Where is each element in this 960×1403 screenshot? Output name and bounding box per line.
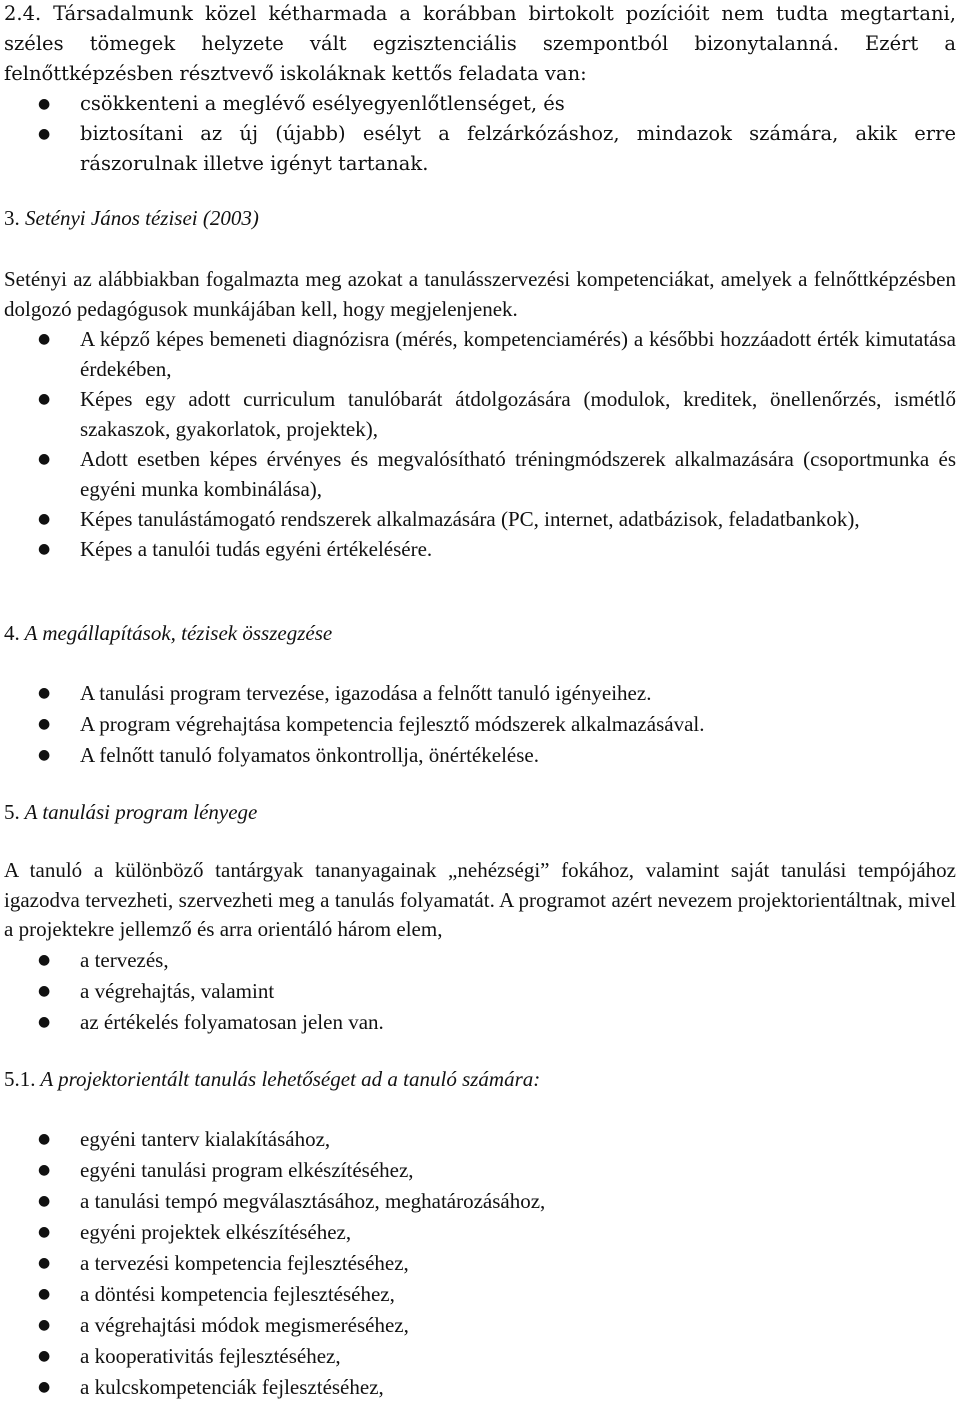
bullet-icon: ● xyxy=(38,1224,51,1240)
section-4 xyxy=(4,618,956,771)
bullet-icon: ● xyxy=(38,1131,51,1147)
list-item: ● Képes a tanulói tudás egyéni értékelésére. xyxy=(4,534,956,564)
bullet-icon: ● xyxy=(38,541,51,557)
section-5-1 xyxy=(4,1064,956,1403)
list-item: ● Adott esetben képes érvényes és megvalósítható tréningmódszerek alkalmazására (csoportmunka és egyéni munka kombinálása), xyxy=(4,444,956,504)
section-5-intro: A tanuló a különböző tantárgyak tananyagainak „nehézségi” fokához, valamint saját tanulási tempójához igazodva tervezheti, szervezheti meg a tanulás folyamatát. A programot azért nevezem projektorientáltnak, mivel a projektekre jellemző és arra orientáló három elem, xyxy=(4,858,956,941)
list-item: ● a kulcskompetenciák fejlesztéséhez, xyxy=(4,1372,956,1403)
list-item: ● egyéni tanterv kialakításához, xyxy=(4,1124,956,1155)
list-item: ● a tervezési kompetencia fejlesztéséhez, xyxy=(4,1248,956,1279)
list-item: ● a végrehajtási módok megismeréséhez, xyxy=(4,1310,956,1341)
document-page xyxy=(4,0,956,1399)
section-3-intro: Setényi az alábbiakban fogalmazta meg azokat a tanulásszervezési kompetenciákat, amelyek a felnőttképzésben dolgozó pedagógusok munkájában kell, hogy megjelenjenek. xyxy=(4,267,956,321)
section-2-4-paragraph: 2.4. Társadalmunk közel kétharmada a korábban birtokolt pozícióit nem tudta megtartani, széles tömegek helyzete vált egzisztenciális szempontból bizonytalanná. Ezért a felnőttképzésben résztvevő iskoláknak kettős feladata van: xyxy=(4,2,956,85)
list-item: ● Képes egy adott curriculum tanulóbarát átdolgozására (modulok, kreditek, önellenőrzés, ismétlő szakaszok, gyakorlatok, projektek), xyxy=(4,384,956,444)
bullet-icon: ● xyxy=(38,126,51,142)
section-5-1-heading: 5.1. A projektorientált tanulás lehetőséget ad a tanuló számára: xyxy=(4,1067,541,1091)
section-4-list xyxy=(4,678,956,771)
bullet-icon: ● xyxy=(38,716,51,732)
bullet-icon: ● xyxy=(38,1162,51,1178)
section-5-1-list xyxy=(4,1124,956,1403)
section-5-heading: 5. A tanulási program lényege xyxy=(4,800,258,824)
bullet-icon: ● xyxy=(38,1193,51,1209)
section-2-4-list xyxy=(4,89,956,179)
bullet-icon: ● xyxy=(38,1317,51,1333)
section-3 xyxy=(4,203,956,564)
list-item: ● a tervezés, xyxy=(4,945,956,976)
bullet-icon: ● xyxy=(38,982,51,999)
bullet-icon: ● xyxy=(38,1348,51,1364)
bullet-icon: ● xyxy=(38,1379,51,1395)
list-item: ● a tanulási tempó megválasztásához, meghatározásához, xyxy=(4,1186,956,1217)
bullet-icon: ● xyxy=(38,331,51,347)
list-item: ● az értékelés folyamatosan jelen van. xyxy=(4,1007,956,1038)
list-item: ● A tanulási program tervezése, igazodása a felnőtt tanuló igényeihez. xyxy=(4,678,956,709)
section-2-4 xyxy=(4,0,956,179)
list-item: ● a kooperativitás fejlesztéséhez, xyxy=(4,1341,956,1372)
list-item: ● a döntési kompetencia fejlesztéséhez, xyxy=(4,1279,956,1310)
list-item: ● egyéni projektek elkészítéséhez, xyxy=(4,1217,956,1248)
list-item: ● a végrehajtás, valamint xyxy=(4,976,956,1007)
list-item: ● egyéni tanulási program elkészítéséhez, xyxy=(4,1155,956,1186)
section-5-list xyxy=(4,945,956,1038)
bullet-icon: ● xyxy=(38,451,51,467)
bullet-icon: ● xyxy=(38,1255,51,1271)
list-item: ● csökkenteni a meglévő esélyegyenlőtlenséget, és xyxy=(4,89,956,119)
list-item: ● A program végrehajtása kompetencia fejlesztő módszerek alkalmazásával. xyxy=(4,709,956,740)
section-5 xyxy=(4,797,956,1038)
section-4-heading: 4. A megállapítások, tézisek összegzése xyxy=(4,621,333,645)
bullet-icon: ● xyxy=(38,96,51,112)
bullet-icon: ● xyxy=(38,391,51,407)
bullet-icon: ● xyxy=(38,1013,51,1030)
bullet-icon: ● xyxy=(38,685,51,701)
list-item: ● A felnőtt tanuló folyamatos önkontrollja, önértékelése. xyxy=(4,740,956,771)
bullet-icon: ● xyxy=(38,511,51,527)
list-item: ● biztosítani az új (újabb) esélyt a felzárkózáshoz, mindazok számára, akik erre rászorulnak illetve igényt tartanak. xyxy=(4,119,956,179)
list-item: ● A képző képes bemeneti diagnózisra (mérés, kompetenciamérés) a későbbi hozzáadott érték kimutatása érdekében, xyxy=(4,324,956,384)
bullet-icon: ● xyxy=(38,747,51,763)
bullet-icon: ● xyxy=(38,951,51,968)
bullet-icon: ● xyxy=(38,1286,51,1302)
list-item: ● Képes tanulástámogató rendszerek alkalmazására (PC, internet, adatbázisok, feladatbankok), xyxy=(4,504,956,534)
section-3-list xyxy=(4,324,956,564)
section-3-heading: 3. Setényi János tézisei (2003) xyxy=(4,206,259,230)
